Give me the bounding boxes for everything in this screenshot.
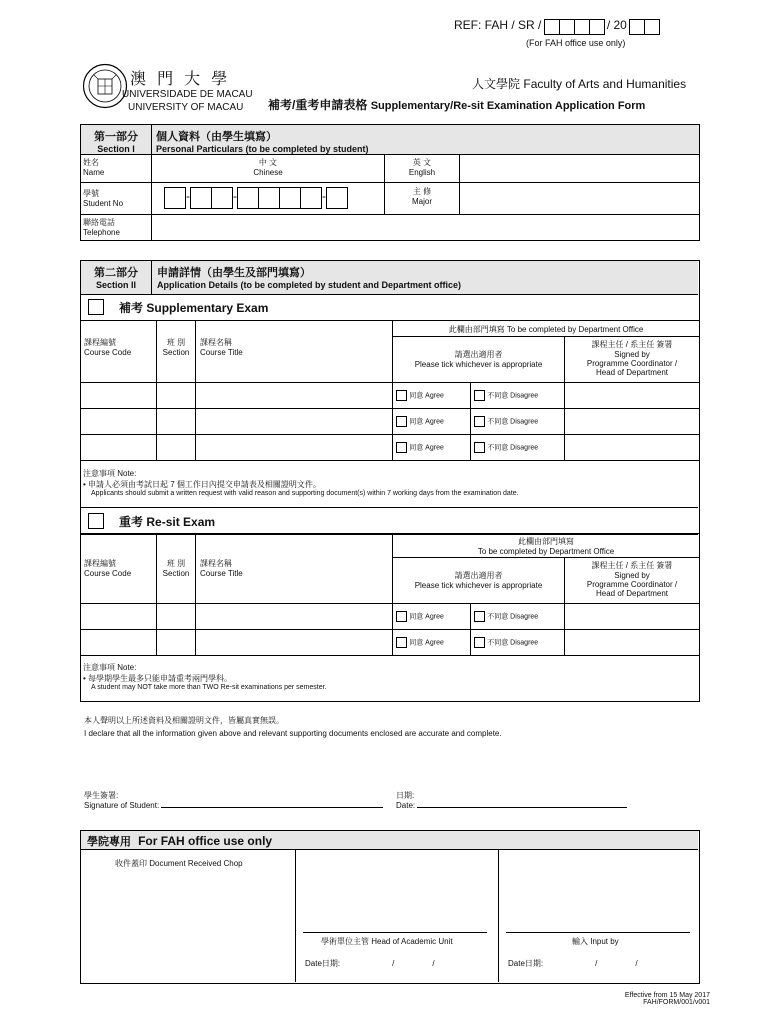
student-no-box[interactable] [190,187,212,209]
input-by-box: 輸入 Input by Date日期: / / [498,850,698,982]
signature-cell[interactable] [565,435,700,461]
signature-cell[interactable] [565,409,700,435]
disagree-checkbox[interactable] [474,416,485,427]
course-title-cell[interactable] [196,383,393,409]
supp-table: 課程編號 Course Code 班 別 Section 課程名稱 Course Title 此欄由部門填寫 To be completed by Department Office 請選出適用者 Please tick whichever is appropriate 課程主任 / 系主任 簽署 Signed by Programme Coordinator / Head of Department 同意 Agree 不同意 Disagree 同意 Agree 不同意 Disagree 同意 Agree 不同意 Disagree [80,320,699,461]
resit-dept-header: 此欄由部門填寫 To be completed by Department Office [393,534,700,558]
name-chinese-field[interactable]: 中 文 Chinese [152,155,385,183]
office-block [80,830,700,984]
disagree-checkbox[interactable] [474,611,485,622]
supp-exam-title: 補考 Supplementary Exam [81,294,698,321]
name-label-cn: 姓名 [83,158,99,167]
student-no-box[interactable] [280,187,301,209]
supp-dept-header: 此欄由部門填寫 To be completed by Department Office [393,321,700,337]
resit-row: 同意 Agree 不同意 Disagree [80,604,699,630]
course-title-cell[interactable] [196,435,393,461]
signature-cell[interactable] [565,604,700,630]
date-line[interactable] [417,807,627,808]
section1-num-en: Section I [97,144,135,154]
section-cell[interactable] [157,435,196,461]
signature-date: 日期: Date: [396,790,656,810]
signature-cell[interactable] [565,383,700,409]
student-no-box[interactable] [212,187,233,209]
office-header: 學院專用 For FAH office use only [81,831,698,850]
supp-row: 同意 Agree 不同意 Disagree [80,409,699,435]
agree-checkbox[interactable] [396,416,407,427]
section2-block [80,260,700,702]
ref-year-sep: / 20 [606,18,627,32]
agree-checkbox[interactable] [396,611,407,622]
form-title: 補考/重考申請表格 Supplementary/Re-sit Examination Application Form [268,98,646,112]
student-no-box[interactable] [326,187,348,209]
student-no-field[interactable]: - - - [152,183,385,215]
course-code-cell[interactable] [80,435,157,461]
ref-box[interactable] [575,19,590,35]
tel-label-cn: 聯絡電話 [83,218,115,227]
head-academic-unit-box: 學術單位主管 Head of Academic Unit Date日期: / / [295,850,499,982]
supp-note: 注意事項 Note: • 申請人必須由考試日起 7 個工作日內提交申請表及相關證明文件。 Applicants should submit a written request with valid reason and supporting document(s) within 7 working days from the examination date. [83,469,519,497]
course-title-cell[interactable] [196,630,393,656]
course-code-cell[interactable] [80,409,157,435]
section-cell[interactable] [157,409,196,435]
student-no-box[interactable] [259,187,280,209]
university-name-cn: 澳 門 大 學 [130,69,231,88]
resit-row: 同意 Agree 不同意 Disagree [80,630,699,656]
ref-note: (For FAH office use only) [526,37,626,48]
ref-box[interactable] [629,19,645,35]
student-no-label-cn: 學號 [83,189,99,198]
student-no-box[interactable] [164,187,186,209]
section2-title-cn: 申請詳情（由學生及部門填寫） [157,267,311,279]
agree-checkbox[interactable] [396,637,407,648]
telephone-field[interactable] [152,215,700,241]
section1-num-cn: 第一部分 [94,131,138,143]
section2-num-cn: 第二部分 [94,267,138,279]
supp-exam-checkbox[interactable] [88,299,104,315]
course-code-cell[interactable] [80,630,157,656]
student-signature: 學生簽署: Signature of Student: [84,790,384,810]
agree-checkbox[interactable] [396,442,407,453]
resit-exam-title: 重考 Re-sit Exam [81,507,698,535]
name-english-field[interactable] [460,155,700,183]
section1-title-cn: 個人資料（由學生填寫） [156,131,277,143]
ref-box[interactable] [590,19,605,35]
name-label-en: Name [83,168,105,177]
ref-label: REF: FAH / SR / [454,18,542,32]
section-cell[interactable] [157,630,196,656]
major-field[interactable] [460,183,700,215]
student-no-box[interactable] [237,187,259,209]
document-received-chop[interactable]: 收件蓋印 Document Received Chop [81,850,296,982]
tel-label-en: Telephone [83,228,120,237]
agree-checkbox[interactable] [396,390,407,401]
resit-table: 課程編號 Course Code 班 別 Section 課程名稱 Course Title 此欄由部門填寫 To be completed by Department Office 請選出適用者 Please tick whichever is appropriate 課程主任 / 系主任 簽署 Signed by Programme Coordinator / Head of Department 同意 Agree 不同意 Disagree 同意 Agree 不同意 Disagree [80,533,699,656]
declaration: 本人聲明以上所述資料及相關證明文件，皆屬真實無誤。 I declare that all the information given above and relevant supporting documents enclosed are accurate and complete. [84,716,502,738]
student-no-label-en: Student No [83,199,124,208]
university-name-en: UNIVERSITY OF MACAU [128,102,244,113]
disagree-checkbox[interactable] [474,442,485,453]
head-signature-line[interactable] [303,932,487,933]
section2-title-en: Application Details (to be completed by student and Department office) [157,280,462,290]
col-code-en: Course Code [84,348,132,357]
faculty-name: 人文學院 Faculty of Arts and Humanities [472,77,687,91]
student-no-box[interactable] [301,187,322,209]
resit-note: 注意事項 Note: • 每學期學生最多只能申請重考兩門學科。 A student may NOT take more than TWO Re-sit examinations per semester. [83,663,327,691]
university-seal [82,63,128,109]
ref-box[interactable] [645,19,660,35]
signature-cell[interactable] [565,630,700,656]
ref-box[interactable] [544,19,560,35]
footer: Effective from 15 May 2017 FAH/FORM/001/v001 [624,992,710,1006]
signature-line[interactable] [161,807,383,808]
input-signature-line[interactable] [506,932,690,933]
col-code-cn: 課程編號 [84,338,116,347]
supp-row: 同意 Agree 不同意 Disagree [80,383,699,409]
section1-table: 第一部分 Section I 個人資料（由學生填寫） Personal Particulars (to be completed by student) 姓名 Name 中 文 Chinese 英 文 English 學號 Student No - - - 主 修 Major 聯絡電話 Telephone [80,124,700,241]
university-name-pt: UNIVERSIDADE DE MACAU [122,89,253,100]
ref-block [454,18,694,58]
section-cell[interactable] [157,604,196,630]
disagree-checkbox[interactable] [474,390,485,401]
course-title-cell[interactable] [196,409,393,435]
section2-num-en: Section II [95,280,136,290]
ref-box[interactable] [560,19,575,35]
course-code-cell[interactable] [80,383,157,409]
course-title-cell[interactable] [196,604,393,630]
course-code-cell[interactable] [80,604,157,630]
disagree-checkbox[interactable] [474,637,485,648]
supp-row: 同意 Agree 不同意 Disagree [80,435,699,461]
resit-exam-checkbox[interactable] [88,513,104,529]
section-cell[interactable] [157,383,196,409]
section1-title-en: Personal Particulars (to be completed by student) [156,144,369,154]
